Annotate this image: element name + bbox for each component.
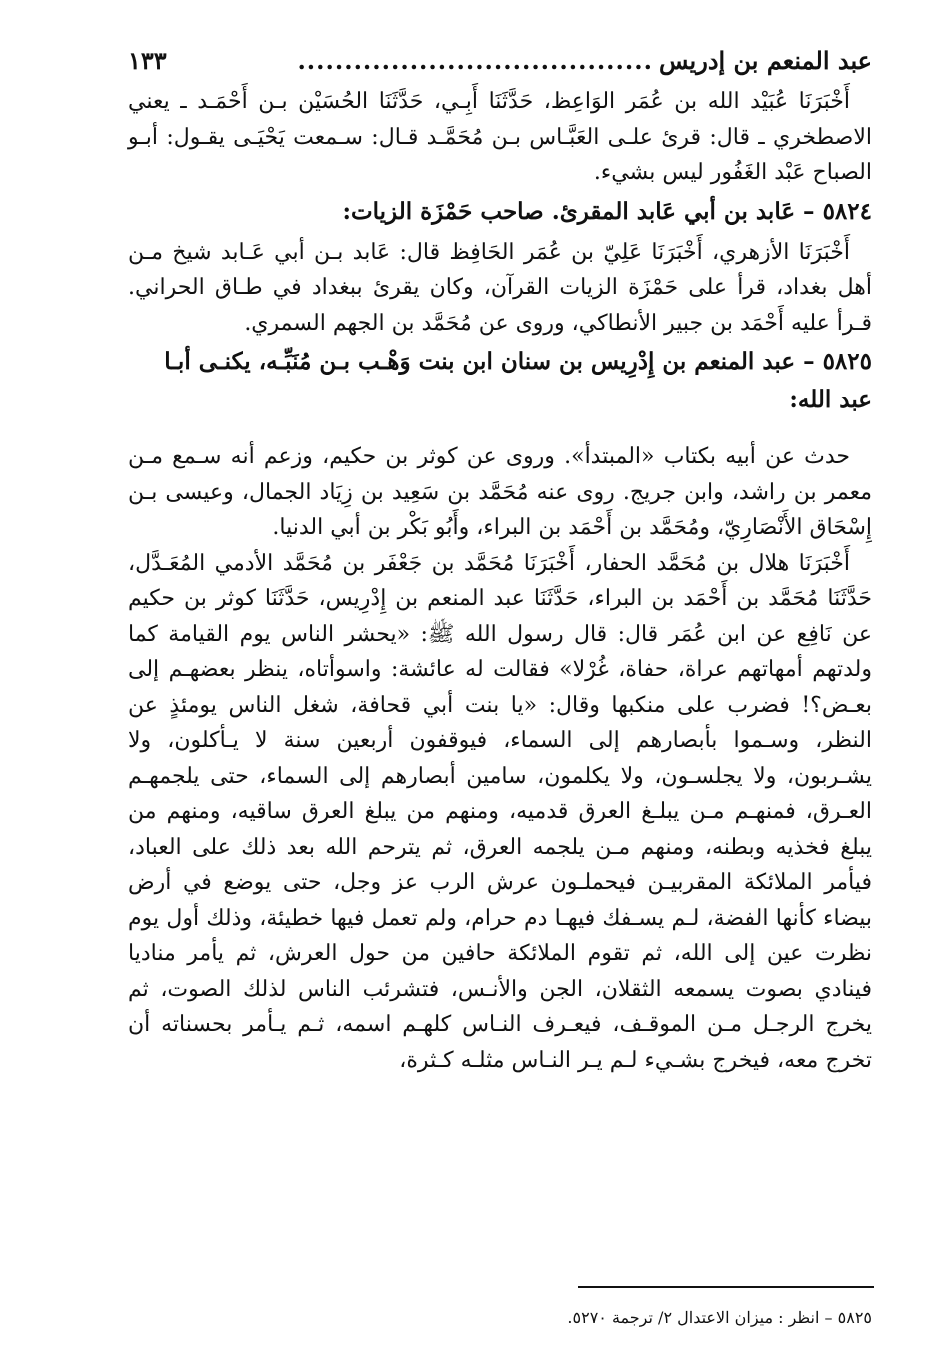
paragraph-biography: حدث عن أبيه بكتاب «المبتدأ». وروى عن كوثر بن حكيم، وزعم أنه سـمع مـن معمر بن راشد، وابن جريج. روى عنه مُحَمَّد بن سَعِيد بن زِيَاد الجمال، وعيسى بـن إِسْحَاق الأَنْصَارِيّ، ومُحَمَّد بن أَحْمَد بن البراء، وأَبُو بَكْر بن أبي الدنيا.	[128, 444, 872, 540]
page-body	[128, 44, 872, 1078]
entry-heading-5825: ٥٨٢٥ – عبد المنعم بن إِدْرِيس بن سنان ابن بنت وَهْـب بـن مُنَبِّـه، يكنـى أبـا عبد الله:	[164, 348, 872, 413]
header-dot-leader: ......................................	[297, 46, 653, 75]
paragraph-narration-1: أَخْبَرَنَا عُبَيْد الله بن عُمَر الوَاعِظ، حَدَّثَنَا أَبِـي، حَدَّثَنَا الحُسَيْن بـن أَحْمَـد ـ يعني الاصطخري ـ قال: قرئ علـى العَبَّـاس بـن مُحَمَّـد قـال: سـمعت يَحْيَـى يقـول: أبـو الصباح عَبْد الغَفُور ليس بشيء.	[128, 89, 872, 185]
paragraph-hadith: أَخْبَرَنَا هلال بن مُحَمَّد الحفار، أَخْبَرَنَا مُحَمَّد بن جَعْفَر بن مُحَمَّد الأدمي المُعَـدَّل، حَدَّثَنَا مُحَمَّد بن أَحْمَد بن البراء، حَدَّثَنَا عبد المنعم بن إِدْرِيس، حَدَّثَنَا كوثر بن حكيم عن نَافِع عن ابن عُمَر قال: قال رسول الله ﷺ: «يحشر الناس يوم القيامة كما ولدتهم أمهاتهم عراة، حفاة، غُرْلا» فقالت له عائشة: واسوأتاه، ينظر بعضهـم إلى بعـض؟! فضرب على منكبها وقال: «يا بنت أبي قحافة، شغل الناس يومئذٍ عن النظر، وسـموا بأبصارهم إلى السماء، فيوقفون أربعين سنة لا يـأكلون، ولا يشـربون، ولا يجلسـون، ولا يكلمون، سامين أبصارهم إلى السماء، حتى يلجمهـم العـرق، فمنهـم مـن يبلـغ العرق قدميه، ومنهم من يبلغ العرق ساقيه، ومنهم من يبلغ فخذيه وبطنه، ومنهم مـن يلجمه العرق، ثم يترحم الله بعد ذلك على العباد، فيأمر الملائكة المقربيـن فيحملـون عرش الرب عز وجل، حتى يوضع في أرض بيضاء كأنها الفضة، لـم يسـفك فيهـا دم حرام، ولم تعمل فيها خطيئة، وذلك أول يوم نظرت عين إلى الله، ثم تقوم الملائكة حافين من حول العرش، ثم يأمر مناديا فينادي بصوت يسمعه الثقلان، الجن والأنـس، فتشرئب الناس لذلك الصوت، ثم يخرج الرجـل مـن الموقـف، فيعـرف النـاس كلهـم اسمه، ثـم يـأمر بحسناته أن تخرج معه، فيخرج بشـيء لـم يـر النـاس مثلـه كـثرة،	[128, 550, 872, 1073]
entry-heading-5824: ٥٨٢٤ – عَابد بن أبي عَابد المقرئ. صاحب حَمْزَة الزيات:	[342, 197, 872, 225]
footnote-divider	[578, 1286, 874, 1288]
footnote: ٥٨٢٥ – انظر : ميزان الاعتدال ٢/ ترجمة ٥٢٧٠.	[567, 1308, 872, 1327]
running-title: عبد المنعم بن إدريس	[658, 46, 872, 75]
page-header	[128, 44, 872, 84]
paragraph-narration-2: أَخْبَرَنَا الأزهري، أَخْبَرَنَا عَلِيّ بن عُمَر الحَافِظ قال: عَابد بـن أبي عَـابد شيخ مـن أهل بغداد، قرأ على حَمْزَة الزيات القرآن، وكان يقرئ ببغداد في طـاق الحراني. قـرأ عليه أَحْمَد بن جبير الأنطاكي، وروى عن مُحَمَّد بن الجهم السمري.	[128, 239, 872, 336]
page-number: ١٣٣	[128, 46, 167, 75]
